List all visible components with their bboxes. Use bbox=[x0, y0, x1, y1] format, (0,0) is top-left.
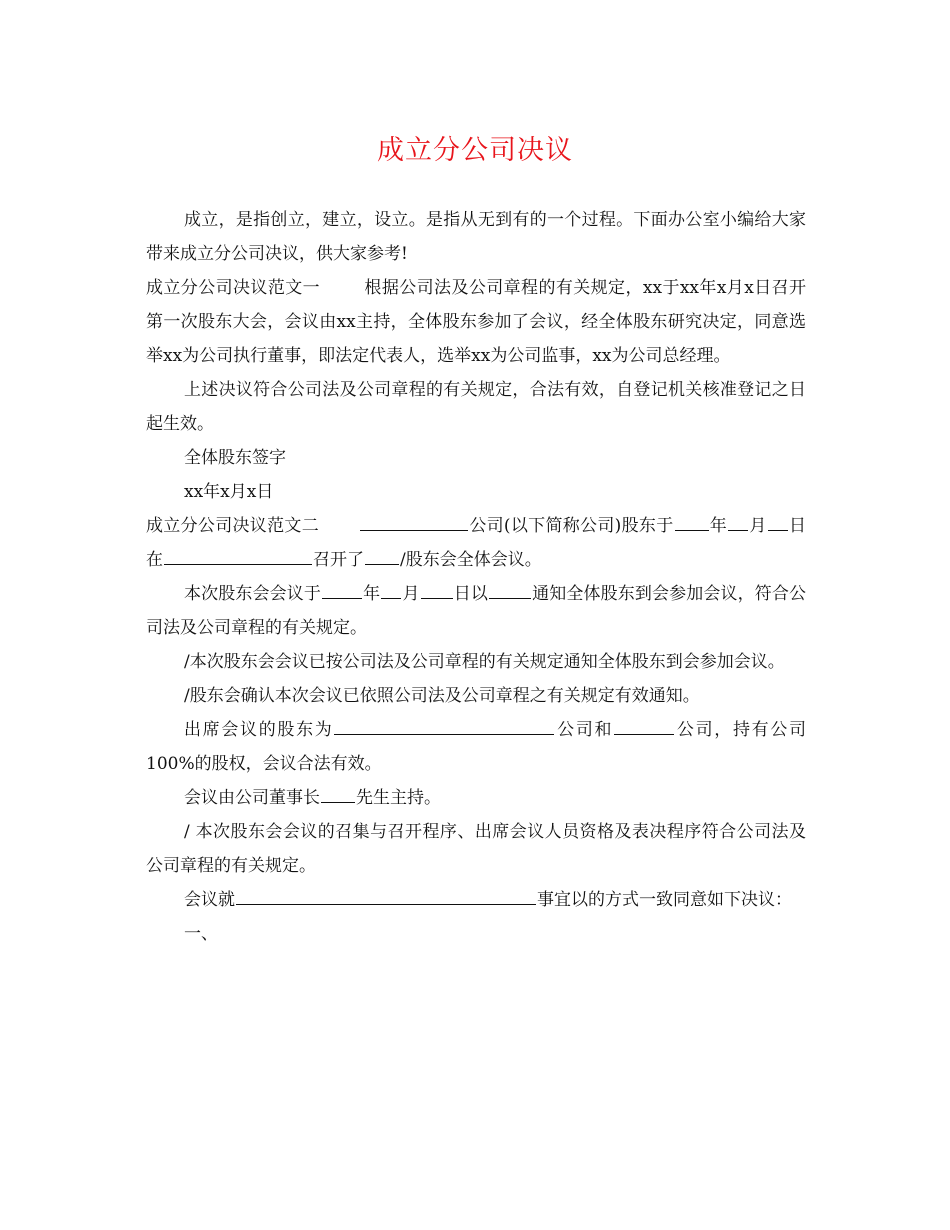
intro-text: 成立，是指创立，建立，设立。是指从无到有的一个过程。下面办公室小编给大家带来成立分公司决议，供大家参考! bbox=[146, 210, 806, 264]
s2-p2-e: 通知全体股东到会参加会议，符合公司法及公司章程的有关规定。 bbox=[146, 584, 807, 638]
sample2-heading: 成立分公司决议范文二 bbox=[146, 516, 320, 536]
s2-text-b: 年 bbox=[709, 516, 728, 536]
blank-year bbox=[675, 510, 709, 531]
sample2-paragraph bbox=[146, 509, 806, 577]
s2-p6-a: 会议由公司董事长 bbox=[184, 788, 320, 808]
s2-p9: 一、 bbox=[184, 924, 218, 944]
sample1-effect: 上述决议符合公司法及公司章程的有关规定，合法有效，自登记机关核准登记之日起生效。 bbox=[146, 380, 806, 434]
s2-p5-paragraph bbox=[146, 713, 806, 781]
blank-shareholder-1 bbox=[334, 714, 554, 735]
s2-p7: / 本次股东会会议的召集与召开程序、出席会议人员资格及表决程序符合公司法及公司章程的有关规定。 bbox=[146, 822, 806, 876]
sample1-date-line bbox=[146, 475, 806, 509]
sample1-paragraph bbox=[146, 271, 806, 373]
s2-p6-b: 先生主持。 bbox=[356, 788, 441, 808]
s2-text-d: 日在 bbox=[146, 516, 807, 570]
s2-p2-d: 日以 bbox=[453, 584, 488, 604]
blank-chairman bbox=[321, 782, 355, 803]
s2-text-a: 公司(以下简称公司)股东于 bbox=[469, 516, 674, 536]
s2-p9-paragraph bbox=[146, 917, 806, 951]
blank-notice-method bbox=[489, 578, 531, 599]
s2-text-c: 月 bbox=[749, 516, 767, 536]
blank-place bbox=[164, 544, 312, 565]
blank-matter bbox=[236, 884, 536, 905]
s2-p8-b: 事宜以的方式一致同意如下决议： bbox=[537, 890, 792, 910]
blank-month bbox=[728, 510, 748, 531]
s2-p2-b: 年 bbox=[363, 584, 381, 604]
blank-notice-day bbox=[421, 578, 453, 599]
s2-p6-paragraph bbox=[146, 781, 806, 815]
s2-p5-b: 公司和 bbox=[555, 720, 614, 740]
s2-p4: /股东会确认本次会议已依照公司法及公司章程之有关规定有效通知。 bbox=[184, 686, 700, 706]
blank-company-name bbox=[360, 510, 468, 531]
blank-notice-year bbox=[322, 578, 362, 599]
sample1-date: xx年x月x日 bbox=[184, 482, 274, 502]
s2-text-f: /股东会全体会议。 bbox=[400, 550, 542, 570]
blank-notice-month bbox=[381, 578, 401, 599]
blank-day bbox=[768, 510, 788, 531]
blank-shareholder-2 bbox=[614, 714, 674, 735]
document-body bbox=[146, 203, 806, 951]
intro-paragraph bbox=[146, 203, 806, 271]
s2-p3-paragraph bbox=[146, 645, 806, 679]
s2-p3: /本次股东会会议已按公司法及公司章程的有关规定通知全体股东到会参加会议。 bbox=[184, 652, 785, 672]
document-title: 成立分公司决议 bbox=[377, 135, 573, 166]
s2-notice-paragraph bbox=[146, 577, 806, 645]
sample1-heading: 成立分公司决议范文一 bbox=[146, 278, 321, 298]
s2-p7-paragraph bbox=[146, 815, 806, 883]
s2-p8-a: 会议就 bbox=[184, 890, 235, 910]
s2-text-e: 召开了 bbox=[313, 550, 364, 570]
s2-p2-c: 月 bbox=[402, 584, 420, 604]
sample1-effect-paragraph bbox=[146, 373, 806, 441]
sample1-sign: 全体股东签字 bbox=[184, 448, 286, 468]
s2-p2-a: 本次股东会会议于 bbox=[184, 584, 322, 604]
sample1-sign-line bbox=[146, 441, 806, 475]
blank-meeting-type bbox=[365, 544, 399, 565]
s2-p4-paragraph bbox=[146, 679, 806, 713]
s2-p5-a: 出席会议的股东为 bbox=[184, 720, 334, 740]
s2-p5-c: 公司，持有公司100%的股权，会议合法有效。 bbox=[146, 720, 807, 774]
s2-p8-paragraph bbox=[146, 883, 806, 917]
sample1-text: 根据公司法及公司章程的有关规定，xx于xx年x月x日召开第一次股东大会，会议由xx主持，全体股东参加了会议，经全体股东研究决定，同意选举xx为公司执行董事，即法定代表人，选举xx为公司监事，xx为公司总经理。 bbox=[146, 278, 807, 366]
